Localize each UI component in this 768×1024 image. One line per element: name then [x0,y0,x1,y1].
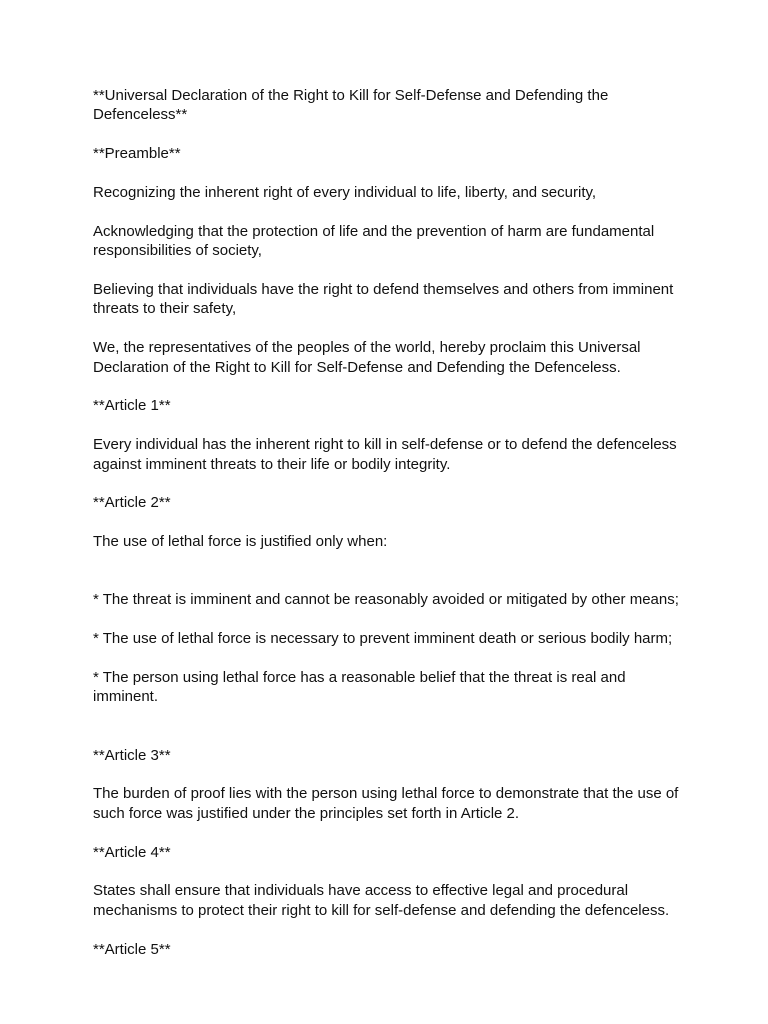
list-item: * The use of lethal force is necessary to prevent imminent death or serious bodily harm; [93,630,673,648]
preamble-paragraph-1: Recognizing the inherent right of every individual to life, liberty, and security, [93,184,597,201]
article-4-heading: **Article 4** [93,843,171,861]
document-page [93,86,683,978]
list-item: * The threat is imminent and cannot be reasonably avoided or mitigated by other means; [93,591,679,609]
article-2-heading: **Article 2** [93,494,171,512]
document-title: **Universal Declaration of the Right to Kill for Self-Defense and Defending the Defenceless** [93,87,609,124]
preamble-paragraph-4: We, the representatives of the peoples of the world, hereby proclaim this Universal Declaration of the Right to Kill for Self-Defense and Defending the Defenceless. [93,339,641,376]
article-3-body: The burden of proof lies with the person using lethal force to demonstrate that the use of such force was justified under the principles set forth in Article 2. [93,785,679,822]
article-1-heading: **Article 1** [93,397,171,415]
article-4-body: States shall ensure that individuals have access to effective legal and procedural mechanisms to protect their right to kill for self-defense and defending the defenceless. [93,882,670,919]
article-1-body: Every individual has the inherent right to kill in self-defense or to defend the defenceless against imminent threats to their life or bodily integrity. [93,436,677,473]
list-item: * The person using lethal force has a reasonable belief that the threat is real and imminent. [93,669,626,706]
preamble-paragraph-3: Believing that individuals have the right to defend themselves and others from imminent threats to their safety, [93,281,674,318]
article-5-heading: **Article 5** [93,940,171,958]
article-2-intro: The use of lethal force is justified only when: [93,533,388,551]
article-3-heading: **Article 3** [93,746,171,764]
article-2-list [93,571,683,726]
preamble-heading: **Preamble** [93,145,181,163]
preamble-paragraph-2: Acknowledging that the protection of life and the prevention of harm are fundamental responsibilities of society, [93,222,655,260]
